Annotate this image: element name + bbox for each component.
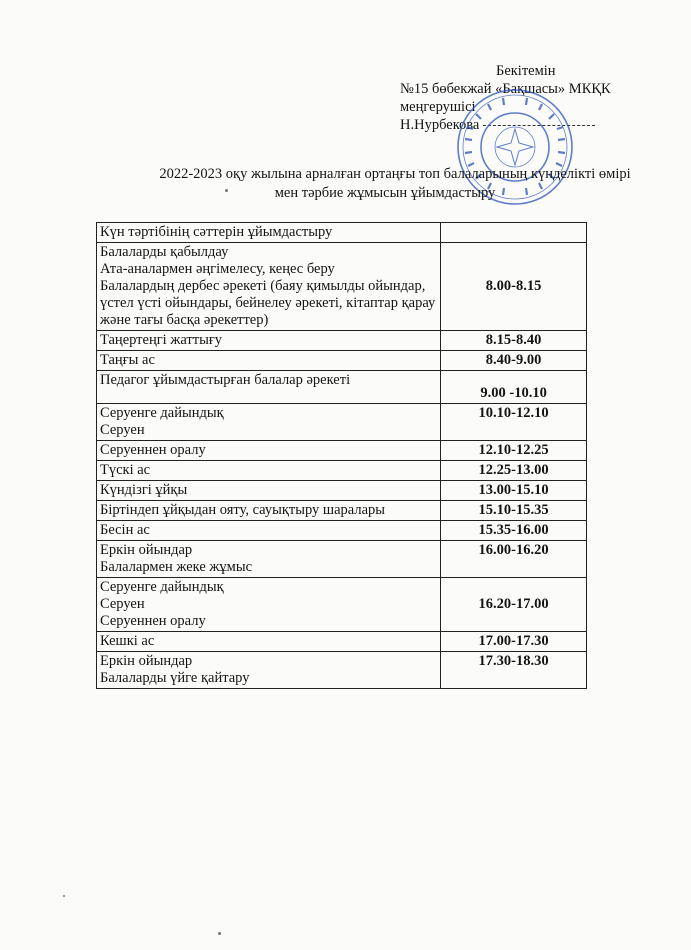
activity-line: Серуен: [100, 422, 145, 438]
header-time: [441, 223, 587, 243]
table-row: [97, 578, 587, 632]
time-cell: 8.00-8.15: [441, 243, 587, 331]
activity-line: Серуеннен оралу: [100, 442, 206, 458]
activity-line: Педагог ұйымдастырған балалар әрекеті: [100, 372, 351, 388]
activity-line: Серуен: [100, 596, 145, 612]
activity-cell: [97, 481, 441, 501]
header-activity: Күн тәртібінің сәттерін ұйымдастыру: [97, 223, 441, 243]
activity-line: Серуеннен оралу: [100, 613, 206, 629]
activity-cell: [97, 521, 441, 541]
approval-heading: Бекітемін: [496, 63, 556, 79]
daily-schedule-table: [96, 222, 587, 689]
table-row: [97, 461, 587, 481]
table-row: [97, 501, 587, 521]
activity-line: Ата-аналармен әңгімелесу, кеңес беру: [100, 261, 335, 277]
activity-line: Серуенге дайындық: [100, 405, 224, 421]
activity-cell: [97, 541, 441, 578]
activity-cell: [97, 351, 441, 371]
time-cell: 8.40-9.00: [441, 351, 587, 371]
table-row: [97, 243, 587, 331]
activity-cell: [97, 501, 441, 521]
time-cell: 12.25-13.00: [441, 461, 587, 481]
table-row: [97, 652, 587, 689]
title-line-2: мен тәрбие жұмысын ұйымдастыру: [274, 185, 496, 201]
time-cell: 15.10-15.35: [441, 501, 587, 521]
approval-name: Н.Нурбекова: [400, 117, 480, 133]
table-row: [97, 541, 587, 578]
activity-cell: [97, 243, 441, 331]
activity-cell: [97, 652, 441, 689]
document-title: [100, 165, 660, 203]
time-cell: 12.10-12.25: [441, 441, 587, 461]
table-header-row: [97, 223, 587, 243]
activity-cell: [97, 578, 441, 632]
time-cell: 17.00-17.30: [441, 632, 587, 652]
table-row: [97, 521, 587, 541]
table-row: [97, 351, 587, 371]
activity-line: Таңертеңгі жаттығу: [100, 332, 223, 348]
table-row: [97, 404, 587, 441]
time-cell: 16.20-17.00: [441, 578, 587, 632]
approval-org: №15 бөбекжай «Бақшасы» МКҚК: [400, 81, 611, 97]
time-cell: 15.35-16.00: [441, 521, 587, 541]
scan-speck: [225, 189, 228, 192]
activity-cell: [97, 404, 441, 441]
activity-line: Біртіндеп ұйқыдан ояту, сауықтыру шаралары: [100, 502, 386, 518]
time-cell: 16.00-16.20: [441, 541, 587, 578]
time-cell: 8.15-8.40: [441, 331, 587, 351]
activity-line: Балалармен жеке жұмыс: [100, 559, 253, 575]
activity-line: Бесін ас: [100, 522, 150, 538]
table-row: [97, 371, 587, 404]
table-row: [97, 331, 587, 351]
activity-line: Күндізгі ұйқы: [100, 482, 188, 498]
activity-line: Балаларды қабылдау: [100, 244, 229, 260]
activity-line: Түскі ас: [100, 462, 151, 478]
activity-cell: [97, 331, 441, 351]
activity-line: Серуенге дайындық: [100, 579, 224, 595]
time-cell: 13.00-15.10: [441, 481, 587, 501]
activity-cell: [97, 441, 441, 461]
time-cell: 9.00 -10.10: [441, 371, 587, 404]
activity-line: Кешкі ас: [100, 633, 155, 649]
table-row: [97, 481, 587, 501]
table-row: [97, 441, 587, 461]
activity-cell: [97, 371, 441, 404]
approval-position: меңгерушісі: [400, 99, 476, 115]
table-row: [97, 632, 587, 652]
activity-line: Таңғы ас: [100, 352, 155, 368]
activity-cell: [97, 632, 441, 652]
time-cell: 10.10-12.10: [441, 404, 587, 441]
scan-speck: [218, 932, 221, 935]
activity-line: Балаларды үйге қайтару: [100, 670, 250, 686]
time-cell: 17.30-18.30: [441, 652, 587, 689]
activity-cell: [97, 461, 441, 481]
activity-line: Еркін ойындар: [100, 542, 193, 558]
activity-line: Балалардың дербес әрекеті (баяу қимылды ойындар, үстел үсті ойындары, бейнелеу әрекеті, кітаптар қарау және тағы басқа әрекеттер): [100, 278, 436, 328]
title-line-1: 2022-2023 оқу жылына арналған ортаңғы топ балаларының күнделікті өмірі: [159, 166, 631, 182]
activity-line: Еркін ойындар: [100, 653, 193, 669]
scan-speck: [63, 895, 65, 897]
